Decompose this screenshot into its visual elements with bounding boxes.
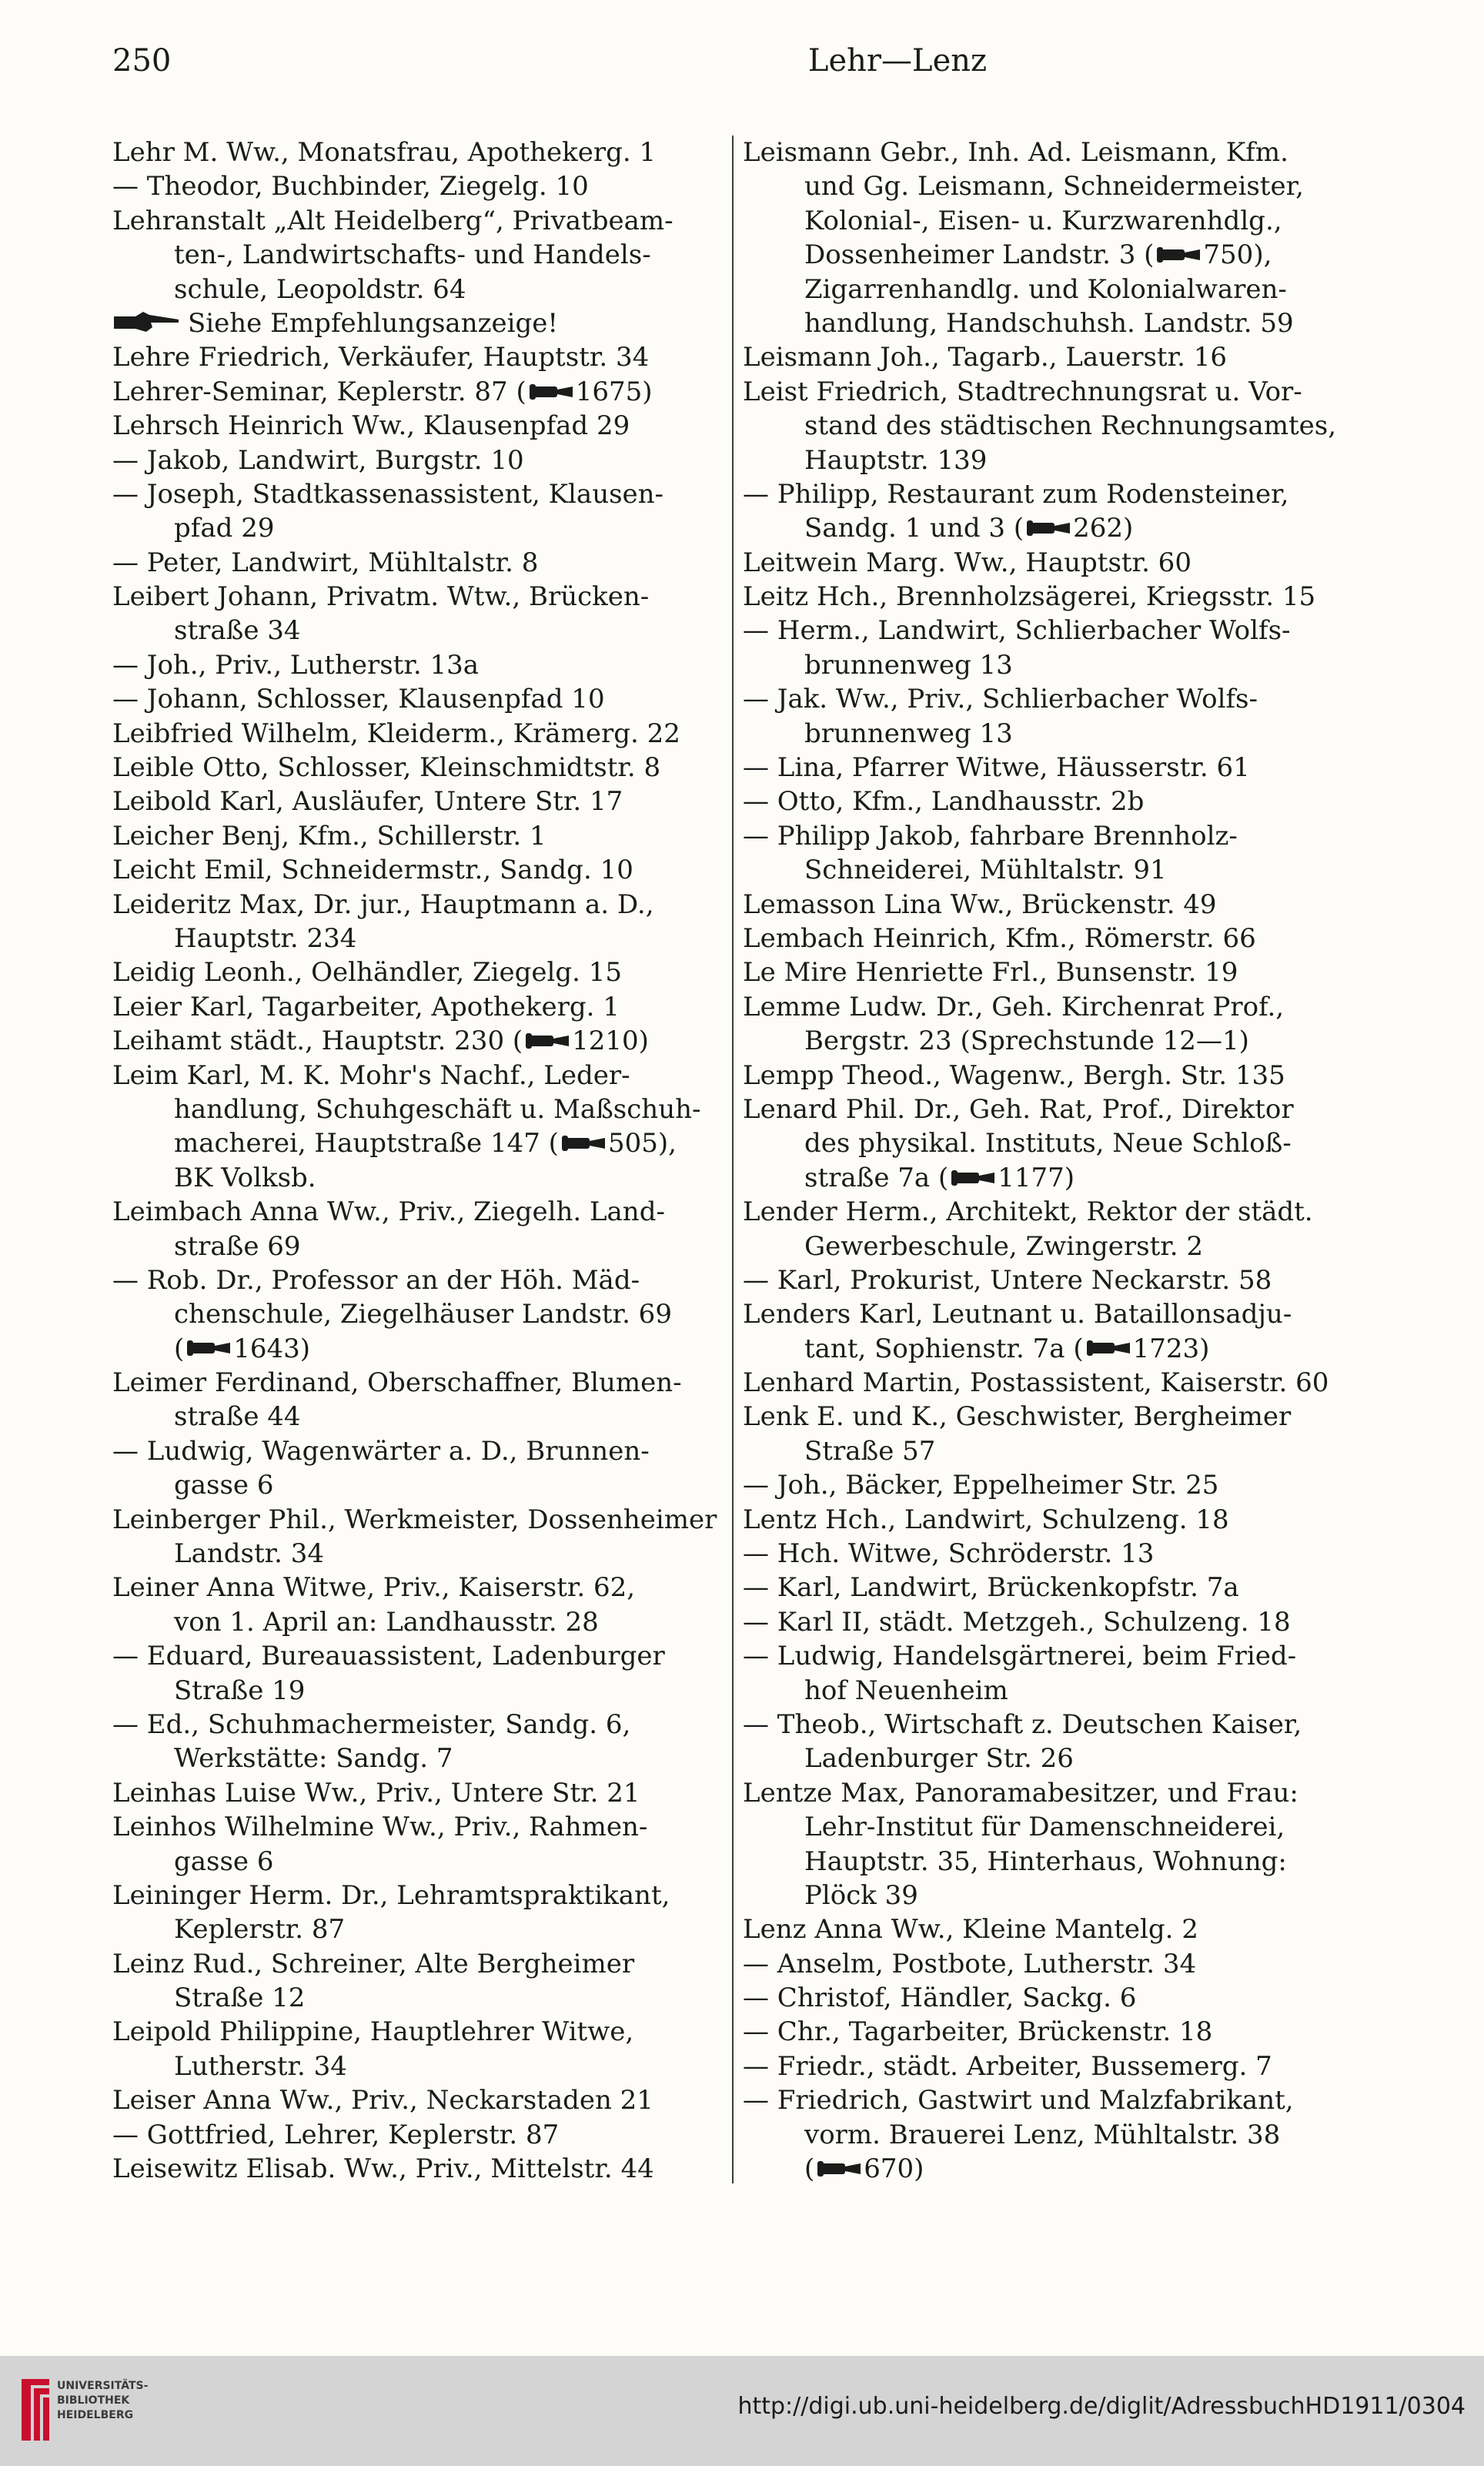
directory-entry-line xyxy=(112,1297,722,1331)
entry-text: Sandg. 1 und 3 ( xyxy=(804,513,1024,544)
directory-entry-line xyxy=(743,1605,1352,1639)
directory-entry-line xyxy=(743,273,1352,306)
right-column xyxy=(743,136,1352,2186)
entry-text: Lenard Phil. Dr., Geh. Rat, Prof., Direktor xyxy=(743,1093,1294,1125)
entry-text: schule, Leopoldstr. 64 xyxy=(174,273,466,305)
directory-entry-line xyxy=(112,1400,722,1434)
directory-entry-line xyxy=(743,443,1352,477)
directory-entry-line xyxy=(743,2118,1352,2152)
entry-text: Werkstätte: Sandg. 7 xyxy=(174,1743,453,1775)
directory-entry-line xyxy=(743,2015,1352,2049)
directory-entry-line xyxy=(112,990,722,1024)
entry-text: Zigarrenhandlg. und Kolonialwaren- xyxy=(804,273,1287,305)
directory-entry-line xyxy=(112,580,722,614)
entry-text: von 1. April an: Landhausstr. 28 xyxy=(174,1606,599,1638)
entry-text: Leisewitz Elisab. Ww., Priv., Mittelstr. 44 xyxy=(112,2153,654,2185)
entry-text: Leinz Rud., Schreiner, Alte Bergheimer xyxy=(112,1948,635,1979)
library-name xyxy=(57,2379,148,2423)
directory-entry-line xyxy=(743,1674,1352,1708)
entry-text: — Jak. Ww., Priv., Schlierbacher Wolfs- xyxy=(743,684,1258,715)
page-number: 250 xyxy=(112,43,172,79)
directory-entry-line xyxy=(112,1366,722,1400)
directory-entry-line xyxy=(743,580,1352,614)
directory-entry-line xyxy=(112,1195,722,1229)
entry-text: — Friedrich, Gastwirt und Malzfabrikant, xyxy=(743,2085,1294,2116)
entry-text: Straße 19 xyxy=(174,1675,306,1706)
telephone-icon xyxy=(950,1163,996,1196)
directory-entry-line xyxy=(112,888,722,922)
directory-entry-line xyxy=(743,922,1352,955)
directory-entry-line xyxy=(743,511,1352,545)
directory-entry-line xyxy=(112,546,722,580)
entry-text: Lehre Friedrich, Verkäufer, Hauptstr. 34 xyxy=(112,342,650,373)
entry-text: Lempp Theod., Wagenw., Bergh. Str. 135 xyxy=(743,1059,1285,1091)
directory-entry-line xyxy=(743,306,1352,340)
entry-text: Hauptstr. 234 xyxy=(174,922,357,954)
directory-entry-line xyxy=(743,1571,1352,1604)
directory-entry-line xyxy=(112,1845,722,1879)
directory-entry-line xyxy=(112,409,722,443)
column-divider xyxy=(732,136,734,2183)
directory-entry-line xyxy=(112,340,722,374)
directory-entry-line xyxy=(112,1230,722,1263)
entry-text: — Philipp, Restaurant zum Rodensteiner, xyxy=(743,478,1289,510)
entry-text: Lemme Ludw. Dr., Geh. Kirchenrat Prof., xyxy=(743,991,1285,1022)
entry-text: straße 7a ( xyxy=(804,1162,949,1193)
telephone-icon xyxy=(186,1333,232,1366)
entry-text: Leibfried Wilhelm, Kleiderm., Krämerg. 22 xyxy=(112,718,680,749)
directory-entry-line xyxy=(743,1537,1352,1571)
directory-entry-line xyxy=(112,306,722,340)
directory-entry-line xyxy=(743,1126,1352,1160)
entry-text: Leiser Anna Ww., Priv., Neckarstaden 21 xyxy=(112,2085,653,2116)
entry-text: straße 34 xyxy=(174,615,301,647)
directory-entry-line xyxy=(112,273,722,306)
directory-entry-line xyxy=(112,1981,722,2015)
entry-text: ( xyxy=(174,1333,185,1364)
directory-entry-line xyxy=(743,717,1352,751)
directory-entry-line xyxy=(743,1092,1352,1126)
entry-text: ( xyxy=(804,2153,815,2185)
entry-text: Siehe Empfehlungsanzeige! xyxy=(188,307,559,339)
directory-entry-line xyxy=(112,955,722,989)
directory-entry-line xyxy=(112,1947,722,1981)
library-line: UNIVERSITÄTS- xyxy=(57,2380,149,2392)
directory-entry-line xyxy=(743,136,1352,169)
directory-entry-line xyxy=(743,785,1352,818)
entry-text: Lehr M. Ww., Monatsfrau, Apothekerg. 1 xyxy=(112,137,657,168)
page-header xyxy=(112,43,988,89)
directory-entry-line xyxy=(112,1708,722,1742)
entry-text: Leier Karl, Tagarbeiter, Apothekerg. 1 xyxy=(112,991,620,1022)
directory-entry-line xyxy=(743,375,1352,409)
entry-text: Lehrer-Seminar, Keplerstr. 87 ( xyxy=(112,376,526,407)
telephone-icon xyxy=(560,1128,607,1161)
entry-text: — Ludwig, Handelsgärtnerei, beim Fried- xyxy=(743,1641,1297,1672)
directory-entry-line xyxy=(743,1468,1352,1502)
directory-entry-line xyxy=(112,1742,722,1775)
directory-entry-line xyxy=(743,2049,1352,2083)
entry-text: macherei, Hauptstraße 147 ( xyxy=(174,1128,559,1159)
directory-entry-line xyxy=(743,648,1352,682)
entry-text: Straße 12 xyxy=(174,1983,306,2014)
directory-entry-line xyxy=(112,1674,722,1708)
directory-entry-line xyxy=(743,1024,1352,1058)
directory-entry-line xyxy=(112,1434,722,1468)
entry-text: stand des städtischen Rechnungsamtes, xyxy=(804,410,1337,442)
entry-text: Leicht Emil, Schneidermstr., Sandg. 10 xyxy=(112,855,633,886)
entry-text: Straße 57 xyxy=(804,1435,936,1467)
entry-text: Leismann Joh., Tagarb., Lauerstr. 16 xyxy=(743,342,1227,373)
directory-entry-line xyxy=(743,1708,1352,1742)
entry-text: Bergstr. 23 (Sprechstunde 12—1) xyxy=(804,1026,1249,1057)
directory-entry-line xyxy=(112,819,722,853)
directory-entry-line xyxy=(112,2049,722,2083)
entry-text: — Gottfried, Lehrer, Keplerstr. 87 xyxy=(112,2119,560,2150)
entry-text: vorm. Brauerei Lenz, Mühltalstr. 38 xyxy=(804,2119,1281,2150)
entry-text: Leimer Ferdinand, Oberschaffner, Blumen- xyxy=(112,1367,682,1399)
directory-entry-line xyxy=(112,1912,722,1946)
phone-number: 1643) xyxy=(233,1333,311,1364)
entry-text: straße 69 xyxy=(174,1230,301,1262)
running-title: Lehr—Lenz xyxy=(807,43,988,79)
directory-entry-line xyxy=(112,1024,722,1058)
directory-entry-line xyxy=(112,785,722,818)
entry-text: Lembach Heinrich, Kfm., Römerstr. 66 xyxy=(743,922,1256,954)
directory-entry-line xyxy=(743,169,1352,203)
footer-bar xyxy=(0,2356,1484,2466)
directory-entry-line xyxy=(112,717,722,751)
entry-text: Lehranstalt „Alt Heidelberg“, Privatbeam- xyxy=(112,205,673,236)
library-line: HEIDELBERG xyxy=(57,2409,134,2421)
entry-text: — Hch. Witwe, Schröderstr. 13 xyxy=(743,1538,1155,1570)
phone-number: 670) xyxy=(864,2153,924,2185)
directory-entry-line xyxy=(743,1434,1352,1468)
directory-entry-line xyxy=(112,169,722,203)
directory-entry-line xyxy=(743,2152,1352,2186)
entry-text: — Jakob, Landwirt, Burgstr. 10 xyxy=(112,444,524,476)
directory-entry-line xyxy=(112,204,722,238)
entry-text: Hauptstr. 139 xyxy=(804,444,988,476)
phone-number: 1177) xyxy=(998,1162,1075,1193)
directory-entry-line xyxy=(112,1810,722,1844)
entry-text: Leinberger Phil., Werkmeister, Dossenheimer xyxy=(112,1504,717,1535)
directory-entry-line xyxy=(743,1161,1352,1195)
entry-text: Lenk E. und K., Geschwister, Bergheimer xyxy=(743,1401,1292,1433)
entry-text: Hauptstr. 35, Hinterhaus, Wohnung: xyxy=(804,1845,1287,1877)
directory-entry-line xyxy=(112,1059,722,1092)
telephone-icon xyxy=(1025,513,1071,546)
entry-text: Leitwein Marg. Ww., Hauptstr. 60 xyxy=(743,547,1192,578)
entry-text: Leibert Johann, Privatm. Wtw., Brücken- xyxy=(112,581,650,613)
directory-entry-line xyxy=(743,853,1352,887)
directory-entry-line xyxy=(112,614,722,647)
entry-text: Leihamt städt., Hauptstr. 230 ( xyxy=(112,1026,523,1057)
directory-entry-line xyxy=(112,1879,722,1912)
entry-text: Leim Karl, M. K. Mohr's Nachf., Leder- xyxy=(112,1059,630,1091)
directory-entry-line xyxy=(743,614,1352,647)
entry-text: Lemasson Lina Ww., Brückenstr. 49 xyxy=(743,888,1217,920)
phone-number: 505), xyxy=(607,1128,677,1159)
entry-text: — Friedr., städt. Arbeiter, Bussemerg. 7 xyxy=(743,2050,1272,2082)
directory-entry-line xyxy=(743,751,1352,785)
entry-text: Leimbach Anna Ww., Priv., Ziegelh. Land- xyxy=(112,1196,665,1228)
entry-text: Plöck 39 xyxy=(804,1879,918,1911)
directory-entry-line xyxy=(112,1468,722,1502)
directory-entry-line xyxy=(743,1059,1352,1092)
entry-text: Leitz Hch., Brennholzsägerei, Kriegsstr. 15 xyxy=(743,581,1316,613)
entry-text: Keplerstr. 87 xyxy=(174,1914,346,1946)
entry-text: Le Mire Henriette Frl., Bunsenstr. 19 xyxy=(743,957,1238,989)
entry-text: — Ludwig, Wagenwärter a. D., Brunnen- xyxy=(112,1435,650,1467)
directory-entry-line xyxy=(112,375,722,409)
directory-entry-line xyxy=(112,1263,722,1297)
entry-text: pfad 29 xyxy=(174,513,275,544)
directory-entry-line xyxy=(112,136,722,169)
entry-text: — Theob., Wirtschaft z. Deutschen Kaiser, xyxy=(743,1708,1302,1740)
telephone-icon xyxy=(524,1026,570,1059)
phone-number: 1723) xyxy=(1132,1333,1210,1364)
entry-text: Kolonial-, Eisen- u. Kurzwarenhdlg., xyxy=(804,205,1282,236)
entry-text: — Joh., Bäcker, Eppelheimer Str. 25 xyxy=(743,1470,1219,1501)
entry-text: — Christof, Händler, Sackg. 6 xyxy=(743,1983,1137,2014)
entry-text: — Johann, Schlosser, Klausenpfad 10 xyxy=(112,684,605,715)
directory-entry-line xyxy=(112,2152,722,2186)
directory-entry-line xyxy=(112,1092,722,1126)
telephone-icon xyxy=(816,2153,862,2187)
entry-text: Lutherstr. 34 xyxy=(174,2050,347,2082)
phone-number: 1675) xyxy=(575,376,653,407)
entry-text: Leicher Benj, Kfm., Schillerstr. 1 xyxy=(112,820,546,852)
directory-entry-line xyxy=(743,1845,1352,1879)
directory-entry-line xyxy=(743,990,1352,1024)
directory-entry-line xyxy=(743,1879,1352,1912)
telephone-icon xyxy=(528,376,574,410)
entry-text: Lentze Max, Panoramabesitzer, und Frau: xyxy=(743,1777,1298,1809)
entry-text: BK Volksb. xyxy=(174,1162,316,1193)
directory-entry-line xyxy=(112,2015,722,2049)
entry-text: — Rob. Dr., Professor an der Höh. Mäd- xyxy=(112,1264,640,1296)
telephone-icon xyxy=(1155,239,1202,273)
entry-text: — Eduard, Bureauassistent, Ladenburger xyxy=(112,1641,665,1672)
entry-text: tant, Sophienstr. 7a ( xyxy=(804,1333,1084,1364)
directory-entry-line xyxy=(743,1742,1352,1775)
directory-entry-line xyxy=(743,1981,1352,2015)
directory-entry-line xyxy=(112,2118,722,2152)
entry-text: handlung, Handschuhsh. Landstr. 59 xyxy=(804,307,1294,339)
directory-entry-line xyxy=(112,1776,722,1810)
entry-text: Leismann Gebr., Inh. Ad. Leismann, Kfm. xyxy=(743,137,1288,168)
directory-entry-line xyxy=(743,1263,1352,1297)
phone-number: 262) xyxy=(1073,513,1134,544)
entry-text: Leible Otto, Schlosser, Kleinschmidtstr. 8 xyxy=(112,752,661,784)
entry-text: Leideritz Max, Dr. jur., Hauptmann a. D., xyxy=(112,888,654,920)
entry-text: des physikal. Instituts, Neue Schloß- xyxy=(804,1128,1292,1159)
directory-entry-line xyxy=(743,1810,1352,1844)
entry-text: Ladenburger Str. 26 xyxy=(804,1743,1074,1775)
directory-entry-line xyxy=(743,546,1352,580)
directory-entry-line xyxy=(743,1400,1352,1434)
entry-text: chenschule, Ziegelhäuser Landstr. 69 xyxy=(174,1299,672,1330)
directory-entry-line xyxy=(743,1230,1352,1263)
directory-entry-line xyxy=(112,511,722,545)
telephone-icon xyxy=(1085,1333,1131,1366)
entry-text: — Herm., Landwirt, Schlierbacher Wolfs- xyxy=(743,615,1291,647)
entry-text: und Gg. Leismann, Schneidermeister, xyxy=(804,171,1304,202)
entry-text: — Joseph, Stadtkassenassistent, Klausen- xyxy=(112,478,664,510)
directory-entry-line xyxy=(743,1639,1352,1673)
entry-text: Gewerbeschule, Zwingerstr. 2 xyxy=(804,1230,1204,1262)
directory-entry-line xyxy=(112,238,722,272)
directory-entry-line xyxy=(112,853,722,887)
entry-text: — Anselm, Postbote, Lutherstr. 34 xyxy=(743,1948,1197,1979)
entry-text: — Otto, Kfm., Landhausstr. 2b xyxy=(743,786,1145,818)
entry-text: Lenders Karl, Leutnant u. Bataillonsadju- xyxy=(743,1299,1292,1330)
phone-number: 750), xyxy=(1203,239,1272,271)
entry-text: Leinhos Wilhelmine Ww., Priv., Rahmen- xyxy=(112,1812,648,1843)
entry-text: Leinhas Luise Ww., Priv., Untere Str. 21 xyxy=(112,1777,640,1809)
directory-entry-line xyxy=(743,955,1352,989)
entry-text: Leidig Leonh., Oelhändler, Ziegelg. 15 xyxy=(112,957,623,989)
entry-text: — Karl II, städt. Metzgeh., Schulzeng. 18 xyxy=(743,1606,1291,1638)
entry-text: Schneiderei, Mühltalstr. 91 xyxy=(804,855,1167,886)
entry-text: — Theodor, Buchbinder, Ziegelg. 10 xyxy=(112,171,589,202)
directory-entry-line xyxy=(112,2083,722,2117)
directory-entry-line xyxy=(743,238,1352,272)
entry-text: — Philipp Jakob, fahrbare Brennholz- xyxy=(743,820,1238,852)
directory-entry-line xyxy=(743,409,1352,443)
directory-entry-line xyxy=(112,1639,722,1673)
directory-entry-line xyxy=(743,682,1352,716)
entry-text: Leininger Herm. Dr., Lehramtspraktikant, xyxy=(112,1879,670,1911)
entry-text: Leiner Anna Witwe, Priv., Kaiserstr. 62, xyxy=(112,1572,636,1604)
entry-text: Lehrsch Heinrich Ww., Klausenpfad 29 xyxy=(112,410,630,442)
directory-entry-line xyxy=(112,1571,722,1604)
entry-text: gasse 6 xyxy=(174,1470,274,1501)
entry-text: Lentz Hch., Landwirt, Schulzeng. 18 xyxy=(743,1504,1229,1535)
entry-text: Lenz Anna Ww., Kleine Mantelg. 2 xyxy=(743,1914,1198,1946)
directory-entry-line xyxy=(112,1332,722,1366)
directory-entry-line xyxy=(112,477,722,511)
entry-text: Lehr-Institut für Damenschneiderei, xyxy=(804,1812,1285,1843)
entry-text: ten-, Landwirtschafts- und Handels- xyxy=(174,239,651,271)
entry-text: Dossenheimer Landstr. 3 ( xyxy=(804,239,1155,271)
entry-text: hof Neuenheim xyxy=(804,1675,1008,1706)
directory-entry-line xyxy=(743,819,1352,853)
entry-text: — Joh., Priv., Lutherstr. 13a xyxy=(112,649,480,681)
entry-text: Leibold Karl, Ausläufer, Untere Str. 17 xyxy=(112,786,623,818)
directory-entry-line xyxy=(112,1126,722,1160)
directory-entry-line xyxy=(743,2083,1352,2117)
directory-entry-line xyxy=(743,477,1352,511)
directory-entry-line xyxy=(112,682,722,716)
directory-entry-line xyxy=(743,1912,1352,1946)
entry-text: Leipold Philippine, Hauptlehrer Witwe, xyxy=(112,2016,634,2048)
entry-text: — Ed., Schuhmachermeister, Sandg. 6, xyxy=(112,1708,631,1740)
directory-entry-line xyxy=(743,1776,1352,1810)
directory-entry-line xyxy=(112,648,722,682)
directory-entry-line xyxy=(743,1366,1352,1400)
source-link[interactable]: http://digi.ub.uni-heidelberg.de/diglit/AdressbuchHD1911/0304 xyxy=(737,2393,1466,2420)
entry-text: Lender Herm., Architekt, Rektor der städt. xyxy=(743,1196,1313,1228)
directory-entry-line xyxy=(112,751,722,785)
library-line: BIBLIOTHEK xyxy=(57,2394,130,2407)
directory-entry-line xyxy=(112,1537,722,1571)
directory-entry-line xyxy=(743,1332,1352,1366)
directory-entry-line xyxy=(112,1605,722,1639)
phone-number: 1210) xyxy=(572,1026,649,1057)
directory-entry-line xyxy=(743,1503,1352,1537)
entry-text: Leist Friedrich, Stadtrechnungsrat u. Vor- xyxy=(743,376,1302,407)
directory-entry-line xyxy=(112,443,722,477)
entry-text: straße 44 xyxy=(174,1401,301,1433)
entry-text: — Lina, Pfarrer Witwe, Häusserstr. 61 xyxy=(743,752,1250,784)
directory-entry-line xyxy=(743,888,1352,922)
entry-text: brunnenweg 13 xyxy=(804,718,1013,749)
directory-entry-line xyxy=(743,1195,1352,1229)
entry-text: handlung, Schuhgeschäft u. Maßschuh- xyxy=(174,1093,701,1125)
directory-entry-line xyxy=(112,1161,722,1195)
pointing-hand-icon xyxy=(112,308,182,341)
entry-text: Landstr. 34 xyxy=(174,1538,325,1570)
directory-entry-line xyxy=(743,204,1352,238)
entry-text: — Karl, Prokurist, Untere Neckarstr. 58 xyxy=(743,1264,1272,1296)
directory-entry-line xyxy=(743,340,1352,374)
entry-text: — Peter, Landwirt, Mühltalstr. 8 xyxy=(112,547,539,578)
entry-text: Lenhard Martin, Postassistent, Kaiserstr. 60 xyxy=(743,1367,1329,1399)
entry-text: brunnenweg 13 xyxy=(804,649,1013,681)
entry-text: — Chr., Tagarbeiter, Brückenstr. 18 xyxy=(743,2016,1213,2048)
directory-entry-line xyxy=(112,1503,722,1537)
left-column xyxy=(112,136,722,2186)
directory-entry-line xyxy=(112,922,722,955)
entry-text: — Karl, Landwirt, Brückenkopfstr. 7a xyxy=(743,1572,1239,1604)
entry-text: gasse 6 xyxy=(174,1845,274,1877)
directory-entry-line xyxy=(743,1297,1352,1331)
directory-entry-line xyxy=(743,1947,1352,1981)
